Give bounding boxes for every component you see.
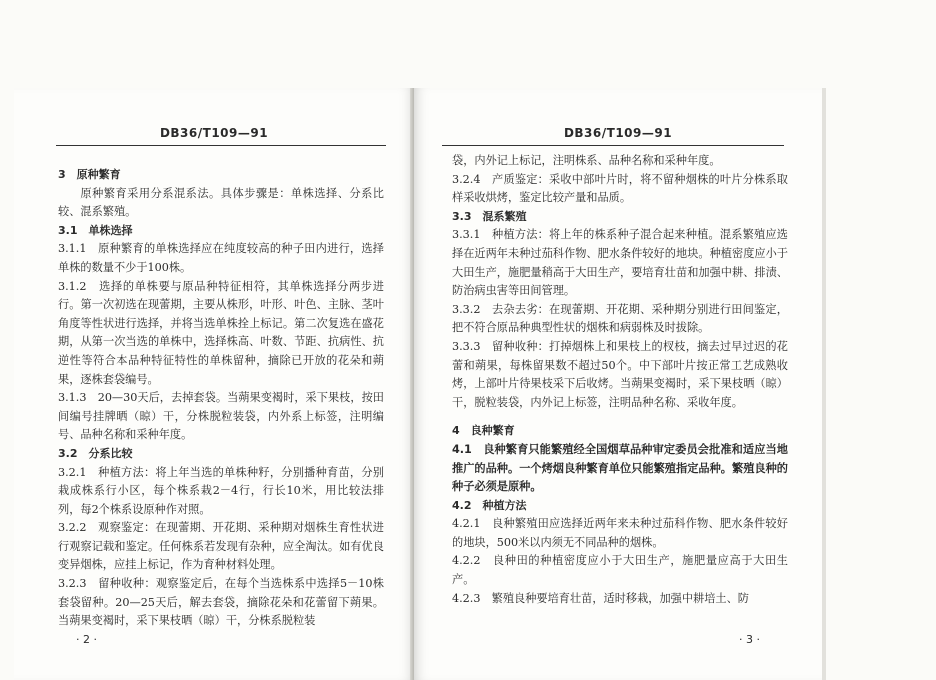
- paragraph: 4.2.1 良种繁殖田应选择近两年来未种过茄科作物、肥水条件较好的地块，500米以内须无不同品种的烟株。: [452, 517, 788, 549]
- right-page-number: · 3 ·: [739, 633, 760, 646]
- section-heading: 3 原种繁育: [58, 168, 121, 181]
- paragraph: 袋，内外记上标记，注明株系、品种名称和采种年度。: [452, 154, 721, 167]
- paragraph: 3.2.4 产质鉴定：采收中部叶片时，将不留种烟株的叶片分株系取样采收烘烤，鉴定比较产量和品质。: [452, 172, 788, 205]
- left-page: [14, 88, 414, 680]
- bold-paragraph: 4.1 良种繁育只能繁殖经全国烟草品种审定委员会批准和适应当地推广的品种。一个烤烟良种繁育单位只能繁殖指定品种。繁殖良种的种子必须是原种。: [452, 442, 788, 494]
- section-heading: 4.2 种植方法: [452, 498, 527, 512]
- section-gap: [452, 412, 788, 422]
- left-page-body: [58, 166, 384, 631]
- paragraph: 4.2.3 繁殖良种要培育壮苗，适时移栽，加强中耕培土、防: [452, 591, 749, 605]
- left-page-header: DB36/T109—91: [159, 126, 269, 140]
- paragraph: 3.3.2 去杂去劣：在现蕾期、开花期、采种期分别进行田间鉴定，把不符合原品种典型性状的烟株和病弱株及时拔除。: [452, 302, 788, 335]
- paragraph: 3.2.2 观察鉴定：在现蕾期、开花期、采种期对烟株生育性状进行观察记载和鉴定。任何株系若发现有杂种，应全淘汰。如有优良变异烟株，应挂上标记，作为育种材料处理。: [58, 521, 384, 572]
- section-heading: 4 良种繁育: [452, 424, 515, 438]
- paragraph: 3.3.1 种植方法：将上年的株系种子混合起来种植。混系繁殖应选择在近两年未种过茄科作物、肥水条件较好的地块。种植密度应小于大田生产，施肥量稍高于大田生产，要培育壮苗和加强中耕、排渍、防治病虫害等田间管理。: [452, 228, 788, 298]
- left-header-rule: [56, 145, 386, 146]
- section-heading: 3.2 分系比较: [58, 446, 133, 460]
- right-page-body: [452, 152, 788, 608]
- left-page-number: · 2 ·: [76, 633, 97, 646]
- paragraph: 原种繁育采用分系混系法。具体步骤是：单株选择、分系比较、混系繁殖。: [58, 186, 384, 219]
- page-edge: [822, 88, 826, 680]
- paragraph: 3.1.2 选择的单株要与原品种特征相符，其单株选择分两步进行。第一次初选在现蕾期，主要从株形，叶形、叶色、主脉、茎叶角度等性状进行选择，并将当选单株拴上标记。第二次复选在盛花期，从第一次当选的单株中，选择株高、叶数、节距、抗病性、抗逆性等符合本品种特征特性的单株留种，摘除已开放的花朵和蒴果，逐株套袋编号。: [58, 279, 384, 386]
- paragraph: 3.1.1 原种繁育的单株选择应在纯度较高的种子田内进行，选择单株的数量不少于100株。: [58, 242, 384, 274]
- right-header-rule: [442, 145, 784, 146]
- paragraph: 3.2.3 留种收种：观察鉴定后，在每个当选株系中选择5－10株套袋留种。20—25天后，解去套袋，摘除花朵和花蕾留下蒴果。当蒴果变褐时，采下果枝晒（晾）干，分株系脱粒装: [58, 577, 384, 628]
- section-heading: 3.1 单株选择: [58, 223, 133, 237]
- paragraph: 3.3.3 留种收种：打掉烟株上和果枝上的杈枝，摘去过早过迟的花蕾和蒴果，每株留果数不超过50个。中下部叶片按正常工艺成熟收烤，上部叶片待果枝采下后收烤。当蒴果变褐时，采下果枝晒（晾）干，脱粒装袋，内外记上标签，注明品种名称、采收年度。: [452, 339, 788, 409]
- paragraph: 3.1.3 20—30天后，去掉套袋。当蒴果变褐时，采下果枝，按田间编号挂牌晒（晾）干，分株脱粒装袋，内外系上标签，注明编号、品种名称和采种年度。: [58, 391, 384, 442]
- right-page-header: DB36/T109—91: [563, 126, 673, 140]
- right-page: [414, 88, 822, 680]
- section-heading: 3.3 混系繁殖: [452, 209, 527, 223]
- paragraph: 4.2.2 良种田的种植密度应小于大田生产，施肥量应高于大田生产。: [452, 554, 788, 587]
- paragraph: 3.2.1 种植方法：将上年当选的单株种籽，分别播种育苗，分别栽成株系行小区，每个株系栽2－4行，行长10米，用比较法排列，每2个株系设原种作对照。: [58, 465, 384, 516]
